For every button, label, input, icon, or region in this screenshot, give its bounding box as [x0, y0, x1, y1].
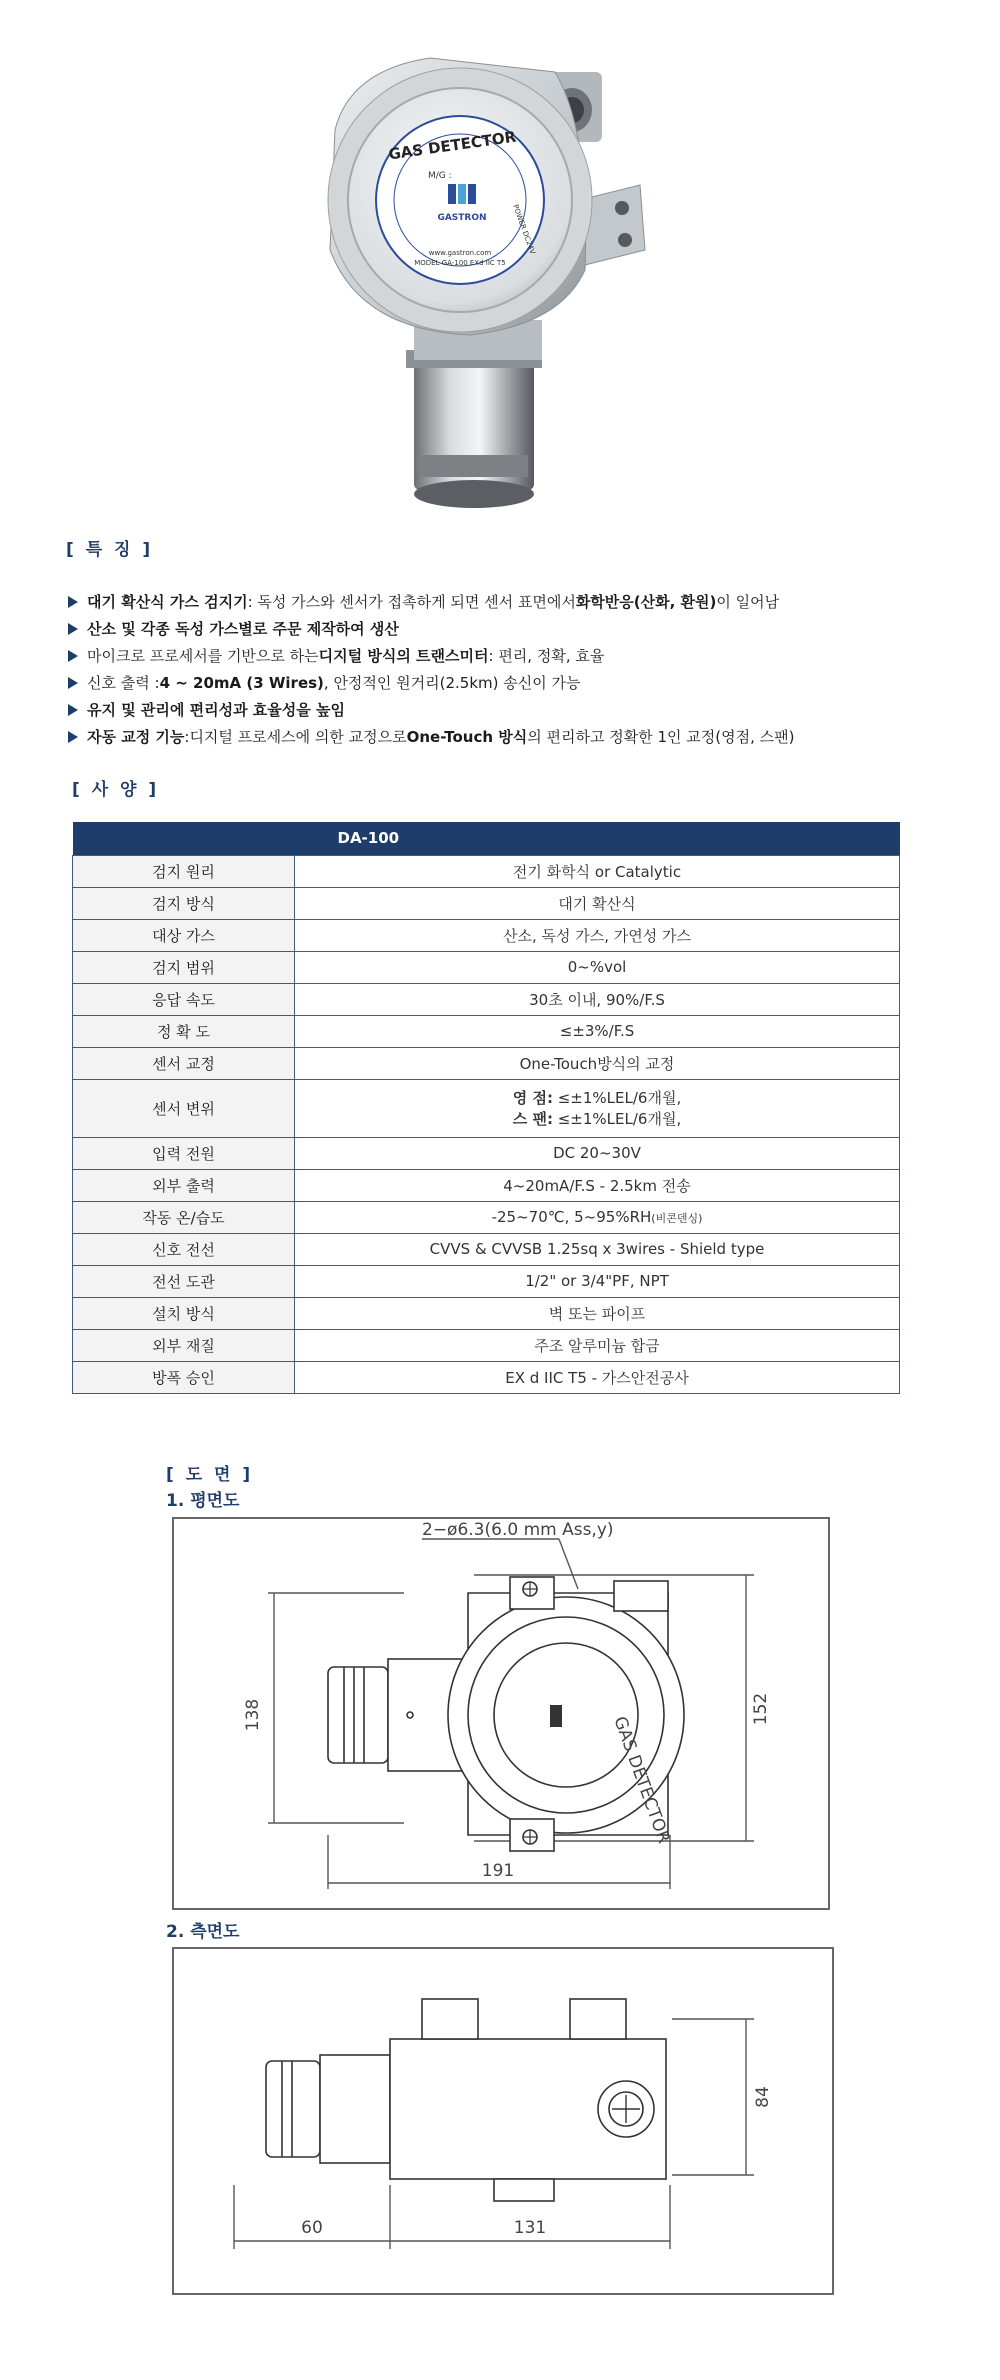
label-brand: GASTRON	[437, 213, 487, 223]
spec-label: 신호 전선	[73, 1233, 295, 1265]
spec-value-text: 주조 알루미늄 합금	[534, 1336, 660, 1355]
table-row	[73, 1297, 900, 1329]
bullet-triangle-icon	[68, 596, 78, 608]
feature-text: : 편리, 정확, 효율	[488, 647, 605, 665]
feature-text: 이 일어남	[716, 593, 780, 611]
spec-value-text: ≤±3%/F.S	[559, 1022, 635, 1040]
table-row	[73, 1169, 900, 1201]
spec-value-text: 전기 화학식 or Catalytic	[512, 862, 682, 881]
bullet-triangle-icon	[68, 677, 78, 689]
spec-value-text: 산소, 독성 가스, 가연성 가스	[503, 926, 691, 945]
feature-text: 대기 확산식 가스 검지기	[87, 593, 248, 611]
spec-label: 검지 범위	[73, 951, 295, 983]
plan-dim-width: 191	[481, 1861, 515, 1881]
feature-text: One-Touch 방식	[406, 728, 528, 746]
spec-value-text: 대기 확산식	[558, 894, 636, 913]
spec-value	[295, 1169, 900, 1201]
spec-label: 외부 출력	[73, 1169, 295, 1201]
spec-label: 검지 방식	[73, 887, 295, 919]
spec-value-text: DC 20~30V	[553, 1144, 641, 1162]
spec-sub-value: ≤±1%LEL/6개월,	[552, 1089, 682, 1107]
spec-label: 설치 방식	[73, 1297, 295, 1329]
spec-value-text: CVVS & CVVSB 1.25sq x 3wires - Shield type	[429, 1240, 765, 1258]
bullet-triangle-icon	[68, 623, 78, 635]
drawing-heading: [ 도 면 ]	[166, 1465, 254, 1485]
table-row	[73, 855, 900, 887]
feature-text: 디지털 방식의 트랜스미터	[318, 647, 489, 665]
table-row	[73, 1015, 900, 1047]
feature-text: 신호 출력 :	[87, 674, 160, 692]
table-row	[73, 887, 900, 919]
spec-label: 외부 재질	[73, 1329, 295, 1361]
side-dim-height: 84	[753, 2086, 773, 2108]
spec-sub-value: ≤±1%LEL/6개월,	[552, 1110, 682, 1128]
side-title: 2. 측면도	[166, 1922, 240, 1942]
table-row	[73, 1329, 900, 1361]
spec-value-text: EX d IIC T5 - 가스안전공사	[505, 1368, 689, 1387]
side-drawing	[172, 1947, 834, 2295]
feature-text: 마이크로 프로세서를 기반으로 하는	[87, 647, 319, 665]
spec-sub-key: 영 점:	[512, 1089, 553, 1107]
spec-value	[295, 1361, 900, 1393]
feature-item	[68, 696, 968, 723]
plan-hole-note: 2−ø6.3(6.0 mm Ass,y)	[422, 1520, 614, 1540]
feature-item	[68, 588, 968, 615]
plan-dim-height-left: 138	[243, 1698, 263, 1732]
spec-value	[295, 1201, 900, 1233]
spec-label: 작동 온/습도	[73, 1201, 295, 1233]
table-row	[73, 1233, 900, 1265]
spec-label: 정 확 도	[73, 1015, 295, 1047]
table-row	[73, 983, 900, 1015]
feature-text: : 독성 가스와 센서가 접촉하게 되면 센서 표면에서	[247, 593, 576, 611]
label-web: www.gastron.com	[428, 249, 492, 257]
feature-item	[68, 669, 968, 696]
spec-label: 대상 가스	[73, 919, 295, 951]
feature-text: :디지털 프로세스에 의한 교정으로	[184, 728, 407, 746]
spec-value-text: 0~%vol	[567, 958, 627, 976]
table-row	[73, 1047, 900, 1079]
feature-text: 산소 및 각종 독성 가스별로 주문 제작하여 생산	[87, 620, 399, 638]
features-heading: [ 특 징 ]	[66, 540, 154, 560]
feature-text: 유지 및 관리에 편리성과 효율성을 높임	[87, 701, 345, 719]
bullet-triangle-icon	[68, 650, 78, 662]
spec-value	[295, 919, 900, 951]
spec-label: 센서 교정	[73, 1047, 295, 1079]
bullet-triangle-icon	[68, 704, 78, 716]
plan-drawing	[172, 1517, 830, 1910]
spec-model-header: DA-100	[73, 822, 900, 855]
plan-face-text: GAS DETECTOR	[609, 1713, 674, 1847]
table-row	[73, 951, 900, 983]
feature-text: 4 ~ 20mA (3 Wires)	[159, 673, 324, 692]
feature-text: 의 편리하고 정확한 1인 교정(영점, 스팬)	[527, 728, 795, 746]
plan-dim-height-right: 152	[751, 1692, 771, 1726]
spec-value	[295, 1329, 900, 1361]
side-dim-left: 60	[301, 2218, 323, 2238]
spec-value	[295, 887, 900, 919]
spec-value	[295, 1079, 900, 1137]
plan-title: 1. 평면도	[166, 1491, 240, 1511]
table-row	[73, 1361, 900, 1393]
feature-text: , 안정적인 원거리(2.5km) 송신이 가능	[323, 674, 581, 692]
spec-label: 응답 속도	[73, 983, 295, 1015]
spec-label: 전선 도관	[73, 1265, 295, 1297]
spec-value-text: 30초 이내, 90%/F.S	[529, 990, 665, 1009]
spec-value-note: (비콘덴싱)	[651, 1212, 703, 1225]
label-title: GAS DETECTOR	[387, 127, 518, 164]
label-model: MODEL GA-100 EXd IIC T5	[414, 259, 506, 267]
spec-value	[295, 1047, 900, 1079]
table-row	[73, 1265, 900, 1297]
spec-value	[295, 855, 900, 887]
spec-value	[295, 1265, 900, 1297]
feature-item	[68, 723, 968, 750]
spec-label: 검지 원리	[73, 855, 295, 887]
spec-sub-key: 스 팬:	[512, 1110, 553, 1128]
spec-value-text: 1/2" or 3/4"PF, NPT	[525, 1272, 669, 1290]
table-row	[73, 919, 900, 951]
table-row	[73, 1201, 900, 1233]
features-list	[68, 588, 968, 750]
bullet-triangle-icon	[68, 731, 78, 743]
table-row	[73, 1079, 900, 1137]
feature-item	[68, 615, 968, 642]
spec-value-text: 4~20mA/F.S - 2.5km 전송	[503, 1176, 691, 1195]
spec-table	[72, 822, 900, 1394]
spec-value	[295, 1233, 900, 1265]
spec-value	[295, 1015, 900, 1047]
spec-value	[295, 983, 900, 1015]
spec-value-text: One-Touch방식의 교정	[519, 1054, 675, 1073]
feature-text: 화학반응(산화, 환원)	[575, 593, 717, 611]
feature-text: 자동 교정 기능	[87, 728, 185, 746]
spec-heading: [ 사 양 ]	[72, 780, 160, 800]
spec-label: 센서 변위	[73, 1079, 295, 1137]
product-photo	[310, 50, 690, 520]
label-power: POWER DC24V	[511, 203, 537, 256]
spec-value-text: -25~70℃, 5~95%RH	[491, 1208, 652, 1226]
spec-label: 방폭 승인	[73, 1361, 295, 1393]
spec-value	[295, 1297, 900, 1329]
feature-item	[68, 642, 968, 669]
table-row	[73, 1137, 900, 1169]
spec-value	[295, 951, 900, 983]
side-dim-right: 131	[513, 2218, 547, 2238]
spec-label: 입력 전원	[73, 1137, 295, 1169]
spec-value-text: 벽 또는 파이프	[548, 1304, 646, 1323]
label-mg: M/G :	[428, 171, 452, 181]
spec-value	[295, 1137, 900, 1169]
